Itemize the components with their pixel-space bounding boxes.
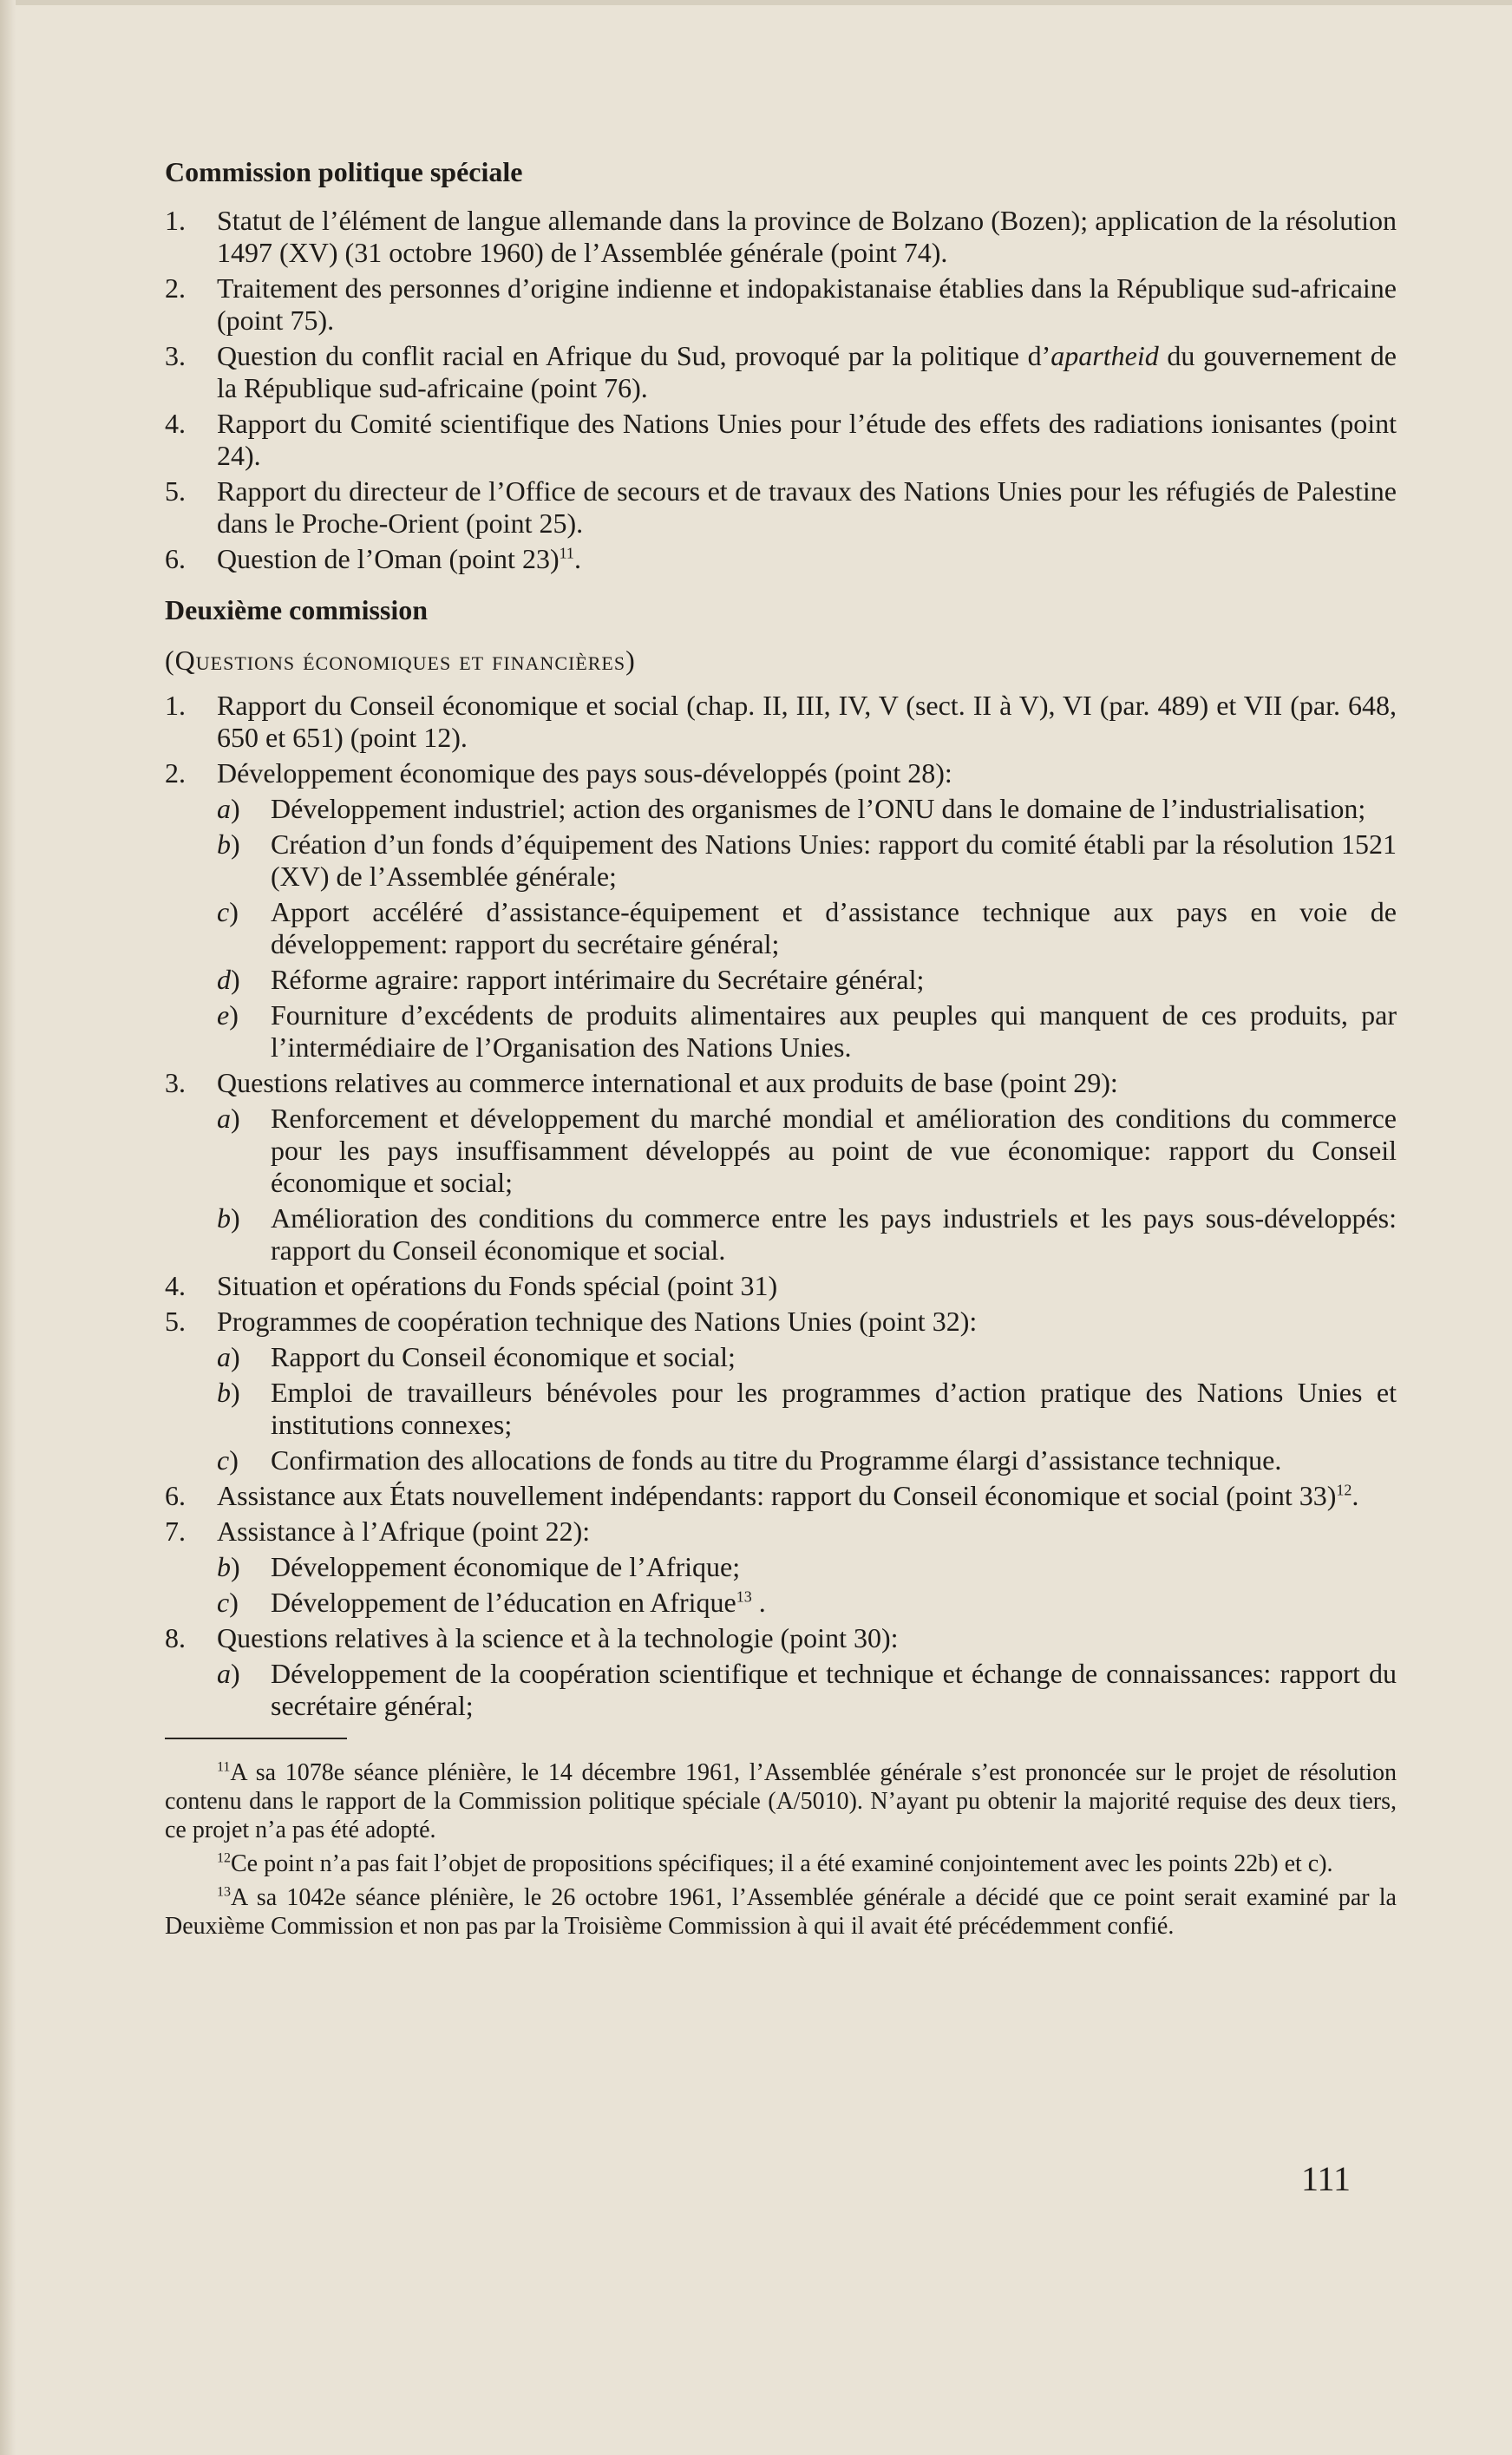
sub-item-body (271, 964, 1397, 996)
sub-item-body (271, 1103, 1397, 1199)
list-item (165, 340, 1397, 404)
list-item (165, 1622, 1397, 1654)
sub-item-letter (217, 1202, 271, 1267)
item-number: 2. (165, 757, 186, 789)
item-text: Assistance à l’Afrique (point 22): (217, 1516, 591, 1547)
item-body (217, 1270, 1397, 1302)
list-item (165, 1480, 1397, 1512)
sub-item (217, 1103, 1397, 1199)
item-end: . (573, 543, 581, 574)
footnote-mark: 11 (217, 1759, 231, 1775)
footnote-text: A sa 1078e séance plénière, le 14 décembre 1961, l’Assemblée générale s’est prononcée sur le projet de résolution contenu dans le rapport de la Commission politique spéciale (A/5010). N’ayant pu obtenir la majorité requise des deux tiers, ce projet n’a pas été adopté. (165, 1759, 1397, 1843)
list-item (165, 1516, 1397, 1548)
sub-letter: d (217, 964, 231, 995)
sub-item (217, 1377, 1397, 1441)
item-text: Rapport du directeur de l’Office de secours et de travaux des Nations Unies pour les réfugiés de Palestine dans le Proche-Orient (point 25). (217, 475, 1397, 539)
sub-letter-paren: ) (229, 999, 239, 1031)
item-body (217, 757, 1397, 789)
item-body (217, 1067, 1397, 1099)
item-text-part: Question du conflit racial en Afrique du Sud, provoqué par la politique d’ (217, 340, 1051, 371)
footnote (165, 1758, 1397, 1844)
sub-letter: a (217, 1103, 231, 1134)
item-number: 4. (165, 1270, 186, 1301)
item-text: Rapport du Conseil économique et social (chap. II, III, IV, V (sect. II à V), VI (par. 489) et VII (par. 648, 650 et 651) (point 12). (217, 690, 1397, 753)
list-item (165, 272, 1397, 337)
footnote-ref: 12 (1336, 1481, 1352, 1499)
sub-item-letter (217, 1103, 271, 1199)
sub-letter-paren: ) (229, 1444, 239, 1476)
sub-letter-paren: ) (229, 1587, 239, 1618)
item-number: 8. (165, 1622, 186, 1653)
list-item (165, 543, 1397, 575)
sub-item (217, 1202, 1397, 1267)
sub-item-letter (217, 793, 271, 825)
item-text: Traitement des personnes d’origine indienne et indopakistanaise établies dans la République sud-africaine (point 75). (217, 272, 1397, 336)
item-end: . (751, 1587, 766, 1618)
sub-item-body (271, 999, 1397, 1064)
sub-letter: a (217, 1658, 231, 1689)
item-text: Question de l’Oman (point 23) (217, 543, 560, 574)
item-text: Questions relatives à la science et à la technologie (point 30): (217, 1622, 899, 1653)
item-text: Questions relatives au commerce international et aux produits de base (point 29): (217, 1067, 1118, 1098)
sub-item-letter (217, 1377, 271, 1441)
item-number: 6. (165, 1480, 186, 1511)
item-body (217, 543, 1397, 575)
sub-item-letter (217, 964, 271, 996)
item-text-part: du gouvernement de la République sud-africaine (point 76). (217, 340, 1397, 403)
item-text: Emploi de travailleurs bénévoles pour les programmes d’action pratique des Nations Unies et institutions connexes; (271, 1377, 1397, 1440)
sub-letter-paren: ) (231, 1377, 240, 1408)
page-number: 111 (1301, 2159, 1352, 2198)
sub-letter-paren: ) (231, 1341, 240, 1372)
item-number: 3. (165, 1067, 186, 1098)
page-top-edge (0, 0, 1512, 5)
sub-item-body (271, 1377, 1397, 1441)
item-body (217, 1516, 1397, 1548)
item-text: Développement économique des pays sous-développés (point 28): (217, 757, 952, 789)
item-body (217, 408, 1397, 472)
sub-letter: c (217, 1587, 230, 1618)
sub-letter-paren: ) (231, 1658, 240, 1689)
sub-item-body (271, 1551, 1397, 1583)
sub-item-body (271, 1444, 1397, 1476)
sub-item-body (271, 793, 1397, 825)
footnote-ref: 13 (736, 1588, 752, 1606)
sub-letter: a (217, 1341, 231, 1372)
sub-item-letter (217, 896, 271, 960)
list-item (165, 205, 1397, 269)
sub-letter-paren: ) (231, 1103, 240, 1134)
list-item (165, 690, 1397, 754)
list-item (165, 408, 1397, 472)
item-text: Confirmation des allocations de fonds au titre du Programme élargi d’assistance technique. (271, 1444, 1282, 1476)
sub-letter: c (217, 1444, 230, 1476)
item-number: 5. (165, 1306, 186, 1337)
item-text-italic: apartheid (1051, 340, 1159, 371)
item-body (217, 475, 1397, 540)
page-content (165, 154, 1397, 1946)
item-text: Réforme agraire: rapport intérimaire du Secrétaire général; (271, 964, 925, 995)
item-body (217, 1622, 1397, 1654)
sub-item-body (271, 1341, 1397, 1373)
sub-item (217, 1444, 1397, 1476)
page-left-edge (0, 0, 16, 2455)
sub-item (217, 1551, 1397, 1583)
sub-item-body (271, 1587, 1397, 1619)
sub-letter-paren: ) (231, 828, 240, 860)
sub-letter: b (217, 1551, 231, 1582)
sub-item-body (271, 1658, 1397, 1722)
item-text: Apport accéléré d’assistance-équipement et d’assistance technique aux pays en voie de développement: rapport du secrétaire général; (271, 896, 1397, 959)
item-text: Rapport du Comité scientifique des Nations Unies pour l’étude des effets des radiations ionisantes (point 24). (217, 408, 1397, 471)
footnote-mark: 12 (217, 1850, 231, 1866)
item-text: Création d’un fonds d’équipement des Nations Unies: rapport du comité établi par la résolution 1521 (XV) de l’Assemblée générale; (271, 828, 1397, 892)
item-number: 3. (165, 340, 186, 371)
item-text: Situation et opérations du Fonds spécial (point 31) (217, 1270, 778, 1301)
item-text: Développement économique de l’Afrique; (271, 1551, 741, 1582)
list-item (165, 1067, 1397, 1099)
item-text: Renforcement et développement du marché mondial et amélioration des conditions du commerce pour les pays insuffisamment développés au point de vue économique: rapport du Conseil économique et social; (271, 1103, 1397, 1198)
list-item (165, 1306, 1397, 1338)
item-body (217, 690, 1397, 754)
item-body (217, 340, 1397, 404)
sub-letter: a (217, 793, 231, 824)
sub-letter-paren: ) (229, 896, 239, 927)
sub-letter: b (217, 1377, 231, 1408)
sub-letter: b (217, 1202, 231, 1234)
sub-letter: c (217, 896, 230, 927)
section-subtitle: (Questions économiques et financières) (165, 645, 636, 676)
item-text: Développement industriel; action des organismes de l’ONU dans le domaine de l’industrialisation; (271, 793, 1366, 824)
sub-letter-paren: ) (231, 793, 240, 824)
footnote (165, 1883, 1397, 1941)
footnote-text: A sa 1042e séance plénière, le 26 octobre 1961, l’Assemblée générale a décidé que ce point serait examiné par la Deuxième Commission et non pas par la Troisième Commission à qui il avait été précédemment confié. (165, 1884, 1397, 1940)
item-text: Rapport du Conseil économique et social; (271, 1341, 736, 1372)
footnotes (165, 1758, 1397, 1941)
footnote-text: Ce point n’a pas fait l’objet de propositions spécifiques; il a été examiné conjointement avec les points 22b) et c). (231, 1850, 1333, 1877)
item-text: Développement de l’éducation en Afrique (271, 1587, 736, 1618)
item-body (217, 1480, 1397, 1512)
sub-item-letter (217, 1551, 271, 1583)
item-number: 5. (165, 475, 186, 507)
sub-item-letter (217, 1444, 271, 1476)
sub-item (217, 999, 1397, 1064)
item-number: 4. (165, 408, 186, 439)
sub-item (217, 896, 1397, 960)
item-number: 7. (165, 1516, 186, 1547)
section1-list (165, 205, 1397, 575)
footnote-mark: 13 (217, 1884, 231, 1900)
item-text: Programmes de coopération technique des Nations Unies (point 32): (217, 1306, 978, 1337)
item-number: 1. (165, 205, 186, 236)
footnote-ref: 11 (559, 544, 574, 562)
sub-item-letter (217, 828, 271, 893)
sub-item (217, 1587, 1397, 1619)
sub-item (217, 793, 1397, 825)
item-text: Développement de la coopération scientifique et technique et échange de connaissances: rapport du secrétaire général; (271, 1658, 1397, 1721)
sub-item-letter (217, 999, 271, 1064)
item-text: Fourniture d’excédents de produits alimentaires aux peuples qui manquent de ces produits, par l’intermédiaire de l’Organisation des Nations Unies. (271, 999, 1397, 1063)
sub-letter-paren: ) (231, 1551, 240, 1582)
sub-item (217, 1341, 1397, 1373)
sub-item-body (271, 1202, 1397, 1267)
sub-item-body (271, 896, 1397, 960)
section-heading-second-committee: Deuxième commission (165, 594, 429, 625)
list-item (165, 757, 1397, 789)
item-body (217, 272, 1397, 337)
sub-item-letter (217, 1341, 271, 1373)
sub-item-letter (217, 1587, 271, 1619)
item-text: Statut de l’élément de langue allemande dans la province de Bolzano (Bozen); application de la résolution 1497 (XV) (31 octobre 1960) de l’Assemblée générale (point 74). (217, 205, 1397, 268)
item-text: Amélioration des conditions du commerce entre les pays industriels et les pays sous-développés: rapport du Conseil économique et social. (271, 1202, 1397, 1266)
section2-list (165, 690, 1397, 1722)
sub-letter-paren: ) (231, 964, 240, 995)
sub-letter: e (217, 999, 230, 1031)
item-number: 2. (165, 272, 186, 304)
item-end: . (1352, 1480, 1359, 1511)
footnote (165, 1849, 1397, 1878)
sub-item-letter (217, 1658, 271, 1722)
sub-item (217, 1658, 1397, 1722)
sub-item (217, 828, 1397, 893)
sub-item-body (271, 828, 1397, 893)
item-body (217, 205, 1397, 269)
item-number: 6. (165, 543, 186, 574)
item-number: 1. (165, 690, 186, 721)
sub-letter-paren: ) (231, 1202, 240, 1234)
sub-item (217, 964, 1397, 996)
section-heading-special-political: Commission politique spéciale (165, 156, 523, 187)
list-item (165, 1270, 1397, 1302)
item-body (217, 1306, 1397, 1338)
footnote-rule (165, 1738, 347, 1739)
sub-letter: b (217, 828, 231, 860)
list-item (165, 475, 1397, 540)
item-text: Assistance aux États nouvellement indépendants: rapport du Conseil économique et social (point 33) (217, 1480, 1337, 1511)
